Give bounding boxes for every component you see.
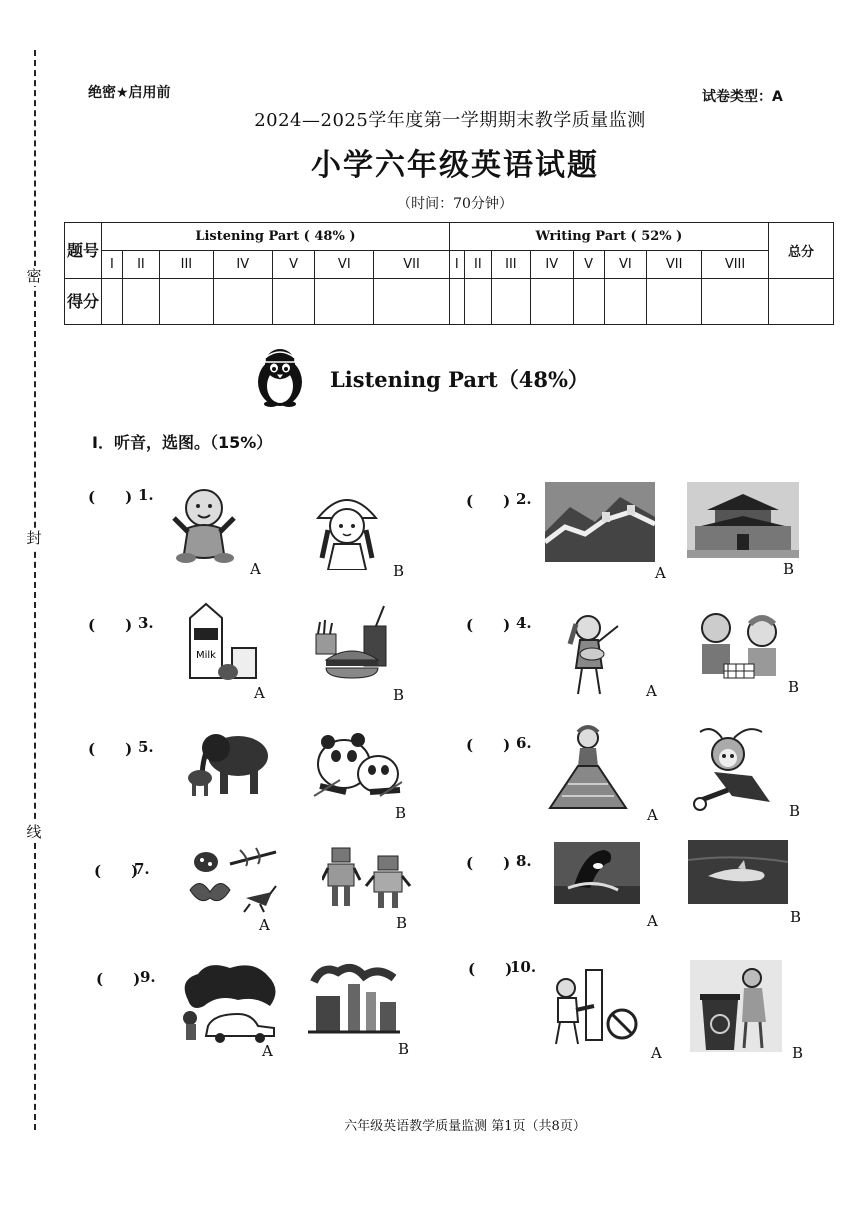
- col-listening-6: VI: [315, 251, 374, 279]
- monkey-king-picture: [692, 728, 774, 814]
- elephants-picture: [186, 726, 276, 798]
- exam-time: （时间：70分钟）: [397, 196, 513, 212]
- question-number: 6.: [516, 734, 532, 752]
- girl-hat-picture: [312, 488, 382, 570]
- option-b-label: B: [396, 914, 408, 932]
- total-score-cell[interactable]: [769, 279, 834, 325]
- option-a-label: A: [646, 682, 657, 700]
- score-cell[interactable]: [160, 279, 214, 325]
- option-b-label: B: [783, 560, 795, 578]
- col-writing-4: IV: [530, 251, 573, 279]
- option-a-label: A: [655, 564, 666, 582]
- cutting-trees-picture: [550, 966, 640, 1048]
- baby-picture: [168, 484, 240, 566]
- princess-picture: [548, 724, 628, 812]
- total-header: 总分: [769, 223, 834, 279]
- score-cell[interactable]: [374, 279, 450, 325]
- exam-subtitle: 2024—2025学年度第一学期期末教学质量监测: [254, 110, 646, 131]
- answer-paren[interactable]: ( ): [466, 736, 511, 754]
- seal-mark-feng: 封: [24, 528, 44, 548]
- svg-text:Milk: Milk: [196, 650, 216, 661]
- option-b-label: B: [398, 1040, 410, 1058]
- answer-paren[interactable]: ( ): [88, 616, 133, 634]
- exam-title: 小学六年级英语试题: [311, 148, 599, 183]
- option-a-label: A: [262, 1042, 273, 1060]
- answer-paren[interactable]: ( ): [468, 960, 513, 978]
- listening-header: Listening Part ( 48% ): [102, 223, 450, 251]
- car-smoke-picture: [178, 960, 280, 1044]
- question-1-heading: I．听音，选图。（15%）: [92, 433, 273, 452]
- girl-painting-picture: [562, 610, 632, 696]
- option-a-label: A: [250, 560, 261, 578]
- question-number: 3.: [138, 614, 154, 632]
- option-b-label: B: [393, 686, 405, 704]
- score-cell[interactable]: [647, 279, 702, 325]
- question-number: 1.: [138, 486, 154, 504]
- secret-mark: 绝密★启用前: [88, 85, 171, 101]
- factory-smoke-picture: [308, 962, 400, 1034]
- score-cell[interactable]: [122, 279, 159, 325]
- score-cell[interactable]: [102, 279, 123, 325]
- question-number: 2.: [516, 490, 532, 508]
- score-cell[interactable]: [464, 279, 491, 325]
- seal-mark-xian: 线: [24, 822, 44, 842]
- option-a-label: A: [254, 684, 265, 702]
- seal-mark-mi: 密: [24, 266, 44, 286]
- pandas-picture: [310, 716, 406, 800]
- option-a-label: A: [259, 916, 270, 934]
- row-label-defen: 得分: [65, 279, 102, 325]
- option-b-label: B: [790, 908, 802, 926]
- kids-chess-picture: [690, 608, 786, 688]
- score-cell[interactable]: [573, 279, 604, 325]
- question-number: 8.: [516, 852, 532, 870]
- question-number: 10.: [510, 958, 537, 976]
- col-listening-4: IV: [213, 251, 272, 279]
- killer-whale-picture: [554, 842, 640, 904]
- writing-header: Writing Part ( 52% ): [449, 223, 768, 251]
- score-cell[interactable]: [530, 279, 573, 325]
- score-cell[interactable]: [491, 279, 530, 325]
- score-cell[interactable]: [213, 279, 272, 325]
- answer-paren[interactable]: ( ): [94, 862, 139, 880]
- answer-paren[interactable]: ( ): [96, 970, 141, 988]
- score-cell[interactable]: [449, 279, 464, 325]
- question-number: 9.: [140, 968, 156, 986]
- recycling-picture: [690, 960, 782, 1052]
- row-label-tihao: 题号: [65, 223, 102, 279]
- listening-part-title: Listening Part（48%）: [330, 367, 589, 392]
- option-b-label: B: [788, 678, 800, 696]
- score-cell[interactable]: [272, 279, 315, 325]
- col-listening-3: III: [160, 251, 214, 279]
- answer-paren[interactable]: ( ): [466, 616, 511, 634]
- dolphin-picture: [688, 840, 788, 904]
- col-listening-7: VII: [374, 251, 450, 279]
- score-cell[interactable]: [702, 279, 769, 325]
- tiananmen-picture: [687, 482, 799, 558]
- answer-paren[interactable]: ( ): [466, 854, 511, 872]
- col-writing-5: V: [573, 251, 604, 279]
- question-number: 7.: [134, 860, 150, 878]
- option-b-label: B: [789, 802, 801, 820]
- score-cell[interactable]: [315, 279, 374, 325]
- robots-picture: [322, 846, 414, 910]
- answer-paren[interactable]: ( ): [88, 488, 133, 506]
- col-listening-2: II: [122, 251, 159, 279]
- col-writing-2: II: [464, 251, 491, 279]
- col-writing-6: VI: [604, 251, 647, 279]
- fast-food-picture: [312, 604, 394, 682]
- question-number: 4.: [516, 614, 532, 632]
- answer-paren[interactable]: ( ): [466, 492, 511, 510]
- penguin-icon: [250, 346, 310, 408]
- score-cell[interactable]: [604, 279, 647, 325]
- option-b-label: B: [395, 804, 407, 822]
- option-b-label: B: [393, 562, 405, 580]
- option-b-label: B: [792, 1044, 804, 1062]
- score-table: [64, 222, 834, 325]
- option-a-label: A: [647, 912, 658, 930]
- page-footer: 六年级英语教学质量监测 第1页（共8页）: [344, 1119, 586, 1134]
- col-writing-8: VIII: [702, 251, 769, 279]
- col-writing-7: VII: [647, 251, 702, 279]
- option-a-label: A: [651, 1044, 662, 1062]
- great-wall-picture: [545, 482, 655, 562]
- insects-picture: [186, 846, 278, 918]
- col-writing-1: I: [449, 251, 464, 279]
- option-a-label: A: [647, 806, 658, 824]
- col-writing-3: III: [491, 251, 530, 279]
- paper-type: 试卷类型：A: [702, 89, 783, 105]
- question-number: 5.: [138, 738, 154, 756]
- col-listening-1: I: [102, 251, 123, 279]
- answer-paren[interactable]: ( ): [88, 740, 133, 758]
- col-listening-5: V: [272, 251, 315, 279]
- milk-picture: [186, 602, 266, 682]
